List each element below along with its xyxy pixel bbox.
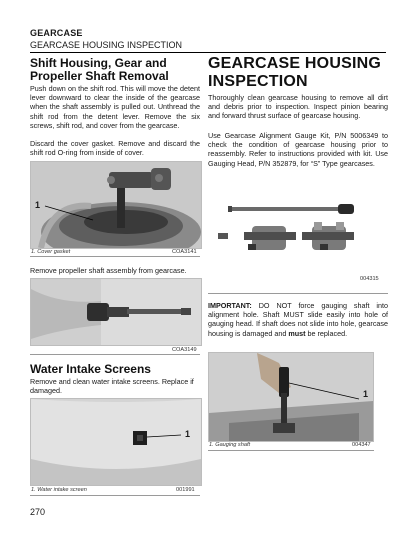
- heading-line: Shift Housing, Gear and: [30, 56, 167, 70]
- section-heading-shift-housing: [30, 57, 200, 83]
- figure-caption: 1. Cover gasket: [31, 249, 71, 255]
- figure-id: COA3141: [172, 249, 197, 255]
- figure-gauging-shaft: [208, 352, 374, 442]
- caption-divider: [30, 256, 200, 257]
- caption-divider: [208, 450, 374, 451]
- figure-water-intake-screen: [30, 398, 202, 486]
- important-emphasis: must: [288, 328, 306, 338]
- figure-id: 004315: [360, 276, 379, 282]
- paragraph-clean-gearcase: Thoroughly clean gearcase housing to remove all dirt and debris prior to inspection. Inspect pinion bearing and forward thrust surface of gearcase housing.: [208, 93, 388, 121]
- important-label: IMPORTANT:: [208, 301, 252, 310]
- page-number: 270: [30, 507, 46, 517]
- caption-divider: [208, 293, 388, 294]
- figure-id: 001991: [176, 487, 195, 493]
- figure-callout: 1: [185, 429, 191, 439]
- caption-divider: [30, 495, 200, 496]
- figure-gauge-kit: [208, 188, 388, 284]
- heading-line: Propeller Shaft Removal: [30, 69, 169, 83]
- figure-cover-gasket: [30, 161, 202, 249]
- paragraph-water-intake: Remove and clean water intake screens. Replace if damaged.: [30, 377, 194, 396]
- figure-caption: 1. Gauging shaft: [209, 442, 251, 448]
- paragraph-alignment-gauge-kit: Use Gearcase Alignment Gauge Kit, P/N 5006349 to check the condition of gearcase housing prior to reassembly. Refer to instructions provided with kit. Use Gauging Head, P/N 352879, for “S” Type gearcases.: [208, 131, 388, 168]
- figure-callout: 1: [35, 200, 41, 210]
- header-divider: [30, 52, 386, 53]
- paragraph-shift-rod: Push down on the shift rod. This will move the detent lever downward to clear the inside of the gearcase when the shaft assembly is pulled out. Unthread the shift rod from the detent lever. Remove the six screws, shift rod, and cover from the gearcase.: [30, 84, 200, 130]
- figure-propeller-shaft: [30, 278, 202, 346]
- figure-caption: 1. Water intake screen: [31, 487, 87, 493]
- heading-line: INSPECTION: [208, 73, 308, 90]
- paragraph-cover-gasket: Discard the cover gasket. Remove and discard the shift rod O-ring from inside of cover.: [30, 139, 200, 158]
- caption-divider: [30, 354, 200, 355]
- propeller-shaft-illustration: [31, 279, 201, 345]
- figure-id: COA3149: [172, 347, 197, 353]
- gauging-shaft-illustration: [209, 353, 373, 441]
- figure-id: 004347: [352, 442, 371, 448]
- paragraph-remove-propeller-shaft: Remove propeller shaft assembly from gearcase.: [30, 266, 187, 275]
- important-text: be replaced.: [305, 328, 348, 338]
- figure-callout: 1: [363, 389, 369, 399]
- section-heading-water-intake: Water Intake Screens: [30, 362, 151, 376]
- gauge-kit-illustration: [208, 188, 388, 284]
- water-intake-illustration: [31, 399, 201, 485]
- heading-line: GEARCASE HOUSING: [208, 55, 381, 72]
- important-notice: [208, 301, 388, 338]
- section-heading-gearcase-housing-inspection: [208, 55, 388, 91]
- header-title: GEARCASE: [30, 28, 83, 38]
- header-subtitle: GEARCASE HOUSING INSPECTION: [30, 40, 183, 50]
- cover-gasket-illustration: [31, 162, 201, 248]
- important-text: DO NOT force gauging shaft into alignment hole. Shaft MUST slide easily into hole of gauging head. If shaft does not slide into hole, gearcase housing is damaged and: [208, 301, 388, 338]
